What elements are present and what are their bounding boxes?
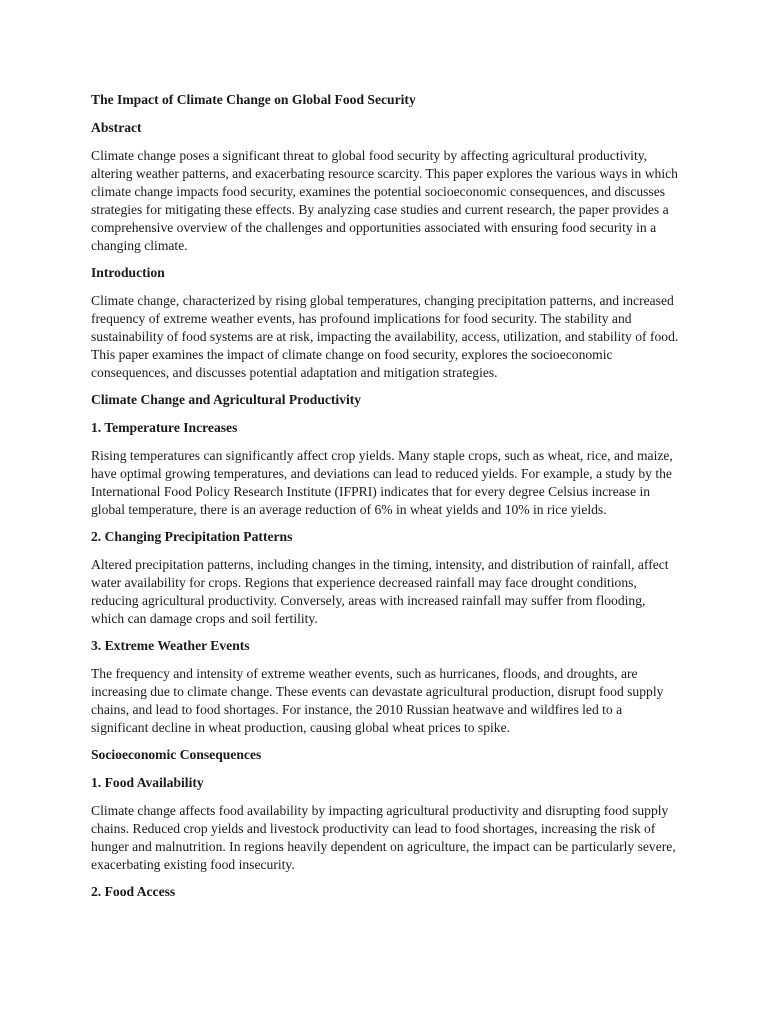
paper-title: The Impact of Climate Change on Global Food Security	[91, 92, 416, 107]
introduction-heading: Introduction	[91, 265, 165, 280]
food-availability-paragraph: Climate change affects food availability by impacting agricultural productivity and disrupting food supply chains. Reduced crop yields and livestock productivity can lead to food shortages, increasing the risk of hunger and malnutrition. In regions heavily dependent on agriculture, the impact can be particularly severe, exacerbating existing food insecurity.	[91, 803, 676, 872]
document-page	[91, 91, 681, 901]
extreme-weather-paragraph: The frequency and intensity of extreme weather events, such as hurricanes, floods, and droughts, are increasing due to climate change. These events can devastate agricultural production, disrupt food supply chains, and lead to food shortages. For instance, the 2010 Russian heatwave and wildfires led to a significant decline in wheat production, causing global wheat prices to spike.	[91, 666, 664, 735]
subsection-heading-food-access: 2. Food Access	[91, 884, 176, 899]
abstract-paragraph: Climate change poses a significant threat to global food security by affecting agricultural productivity, altering weather patterns, and exacerbating resource scarcity. This paper explores the various ways in which climate change impacts food security, examines the potential socioeconomic consequences, and discusses strategies for mitigating these effects. By analyzing case studies and current research, the paper provides a comprehensive overview of the challenges and opportunities associated with ensuring food security in a changing climate.	[91, 148, 678, 253]
precipitation-paragraph: Altered precipitation patterns, including changes in the timing, intensity, and distribution of rainfall, affect water availability for crops. Regions that experience decreased rainfall may face drought conditions, reducing agricultural productivity. Conversely, areas with increased rainfall may suffer from flooding, which can damage crops and soil fertility.	[91, 557, 669, 626]
abstract-heading: Abstract	[91, 120, 142, 135]
subsection-heading-temperature: 1. Temperature Increases	[91, 420, 238, 435]
introduction-paragraph: Climate change, characterized by rising global temperatures, changing precipitation patterns, and increased frequency of extreme weather events, has profound implications for food security. The stability and sustainability of food systems are at risk, impacting the availability, access, utilization, and stability of food. This paper examines the impact of climate change on food security, explores the socioeconomic consequences, and discusses potential adaptation and mitigation strategies.	[91, 293, 679, 380]
section-heading-socioeconomic: Socioeconomic Consequences	[91, 747, 262, 762]
subsection-heading-precipitation: 2. Changing Precipitation Patterns	[91, 529, 293, 544]
subsection-heading-extreme-weather: 3. Extreme Weather Events	[91, 638, 250, 653]
subsection-heading-food-availability: 1. Food Availability	[91, 775, 204, 790]
section-heading-agricultural-productivity: Climate Change and Agricultural Productivity	[91, 392, 362, 407]
temperature-paragraph: Rising temperatures can significantly affect crop yields. Many staple crops, such as wheat, rice, and maize, have optimal growing temperatures, and deviations can lead to reduced yields. For example, a study by the International Food Policy Research Institute (IFPRI) indicates that for every degree Celsius increase in global temperature, there is an average reduction of 6% in wheat yields and 10% in rice yields.	[91, 448, 673, 517]
